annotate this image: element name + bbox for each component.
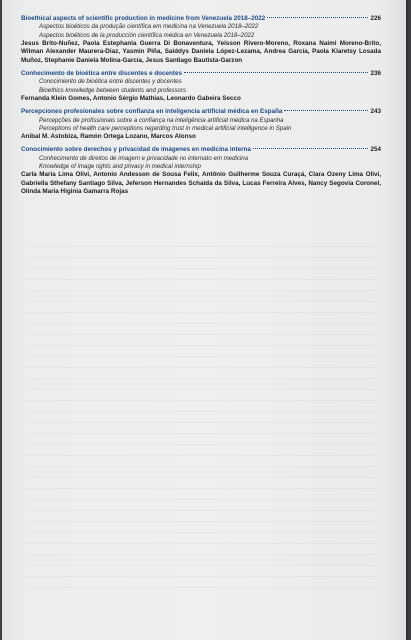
toc-entry [21,146,381,196]
page-number: 226 [370,15,381,22]
author-list: Jesus Brito-Nuñez, Paola Estephania Guerra Di Bonaventura, Yeisson Rivero-Moreno, Roxana Naimi Moreno-Brito, Wilman Alexander Maurera-Diaz, Yasmin Piña, Saiddys Daniela López-Lezama, Andrea García, Paola Klaretsy Losada Muñoz, Stephanie Daniela Molina-García, Jesus Santiago Bautista-Garzon [21,40,381,64]
dot-leader [267,17,368,18]
show-through-texture [26,236,381,596]
translated-title: Conhecimento de direitos de imagem e privacidade no internato em medicina [39,154,248,162]
translated-title: Knowledge of image rights and privacy in medical internship [39,163,201,171]
translated-title: Aspectos bioéticos da produção científica em medicina na Venezuela 2018–2022 [39,23,259,31]
author-list: Anibal M. Astobiza, Ramón Ortega Lozano, Marcos Alonso [21,133,196,141]
page-number: 254 [370,146,381,154]
table-of-contents [21,15,381,201]
book-page [2,0,406,640]
translated-title: Perceptions of health care perceptions regarding trust in medical artificial intelligence in Spain [39,124,292,132]
entry-title-line[interactable] [21,15,381,23]
toc-entry [21,108,381,141]
translated-title: Bioethics knowledge between students and professors [39,86,187,94]
translated-title: Conocimiento de bioética entre discentes y docentes [39,78,182,86]
translated-title: Aspectos bioéticos de la producción científica médica en Venezuela 2018–2022 [39,31,255,39]
entry-title: Conhecimento de bioética entre discentes e docentes [21,69,182,77]
entry-title: Conocimiento sobre derechos y privacidad de imágenes en medicina interna [21,146,251,154]
entry-title-line[interactable] [21,146,381,154]
toc-entry [21,15,381,65]
page-number: 236 [370,69,381,77]
translated-title: Percepções de profissionais sobre a confiança na inteligência artificial médica na Espanha [39,116,284,124]
author-list: Fernanda Klein Gomes, Antonio Sérgio Mathias, Leonardo Gabeira Secco [21,94,241,102]
dot-leader [184,72,369,73]
entry-title-line[interactable] [21,70,381,78]
dot-leader [253,148,369,149]
author-list: Carla Maria Lima Olivi, Antonio Andesson de Sousa Felix, Antônio Guilherme Souza Curaçá, Clara Ozeny Lima Olivi, Gabriella Sthefany Santiago Silva, Jeferson Hernandes Schaida da Silva, Lucas Ferreira Alves, Nancy Segovia Coronel, Olinda Maria Higinia Gamarra Rojas [21,171,381,196]
toc-entry [21,70,381,103]
page-number: 243 [370,108,381,116]
entry-title: Bioethical aspects of scientific production in medicine from Venezuela 2018–2022 [21,15,266,22]
dot-leader [284,110,368,111]
entry-title-line[interactable] [21,108,381,116]
entry-title: Percepciones profesionales sobre confianza en inteligencia artificial médica en España [21,108,283,116]
